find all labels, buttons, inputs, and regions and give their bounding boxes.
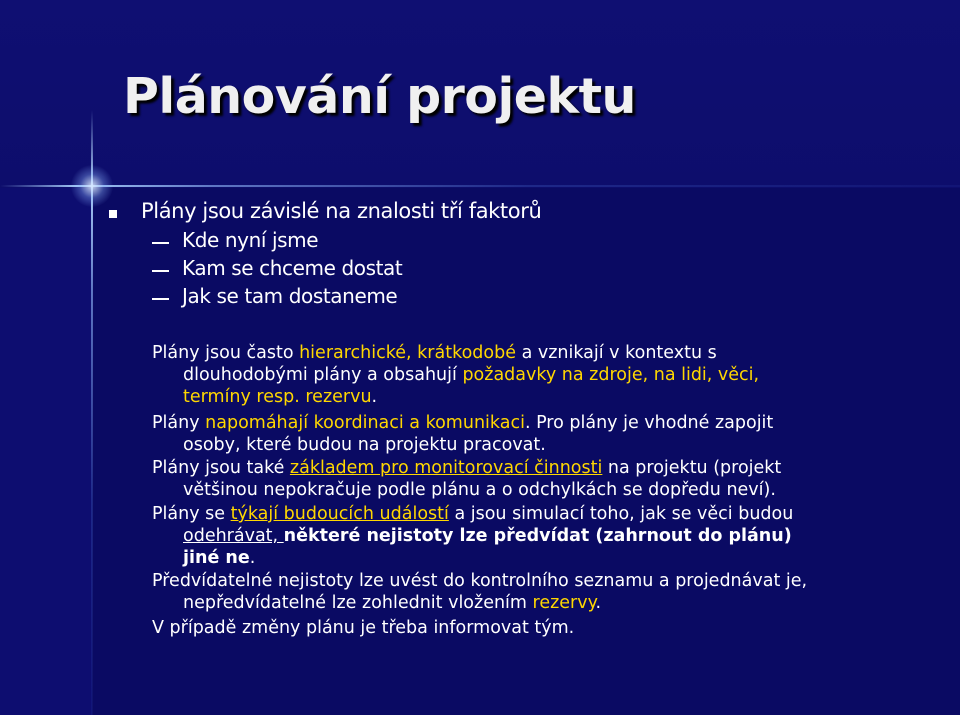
paragraph-hierarchy: Plány jsou často hierarchické, krátkodobé a vznikají v kontextu s dlouhodobými plány a obsahují požadavky na zdroje, na lidi, věci, termíny resp. rezervu. [152,343,760,407]
light-flare-horizontal [0,185,960,187]
dash-icon [152,270,169,272]
paragraph-monitoring: Plány jsou také základem pro monitorovací činnosti na projektu (projekt většinou nepokračuje podle plánu a o odchylkách se dopředu neví). [152,458,782,500]
light-flare-glow [71,165,113,207]
paragraph-team: V případě změny plánu je třeba informovat tým. [152,618,575,638]
sub-item: Kam se chceme dostat [182,256,403,280]
sub-item: Kde nyní jsme [182,228,319,252]
sub-item: Jak se tam dostaneme [182,284,398,308]
dash-icon [152,242,169,244]
square-bullet-icon [109,210,117,218]
paragraph-uncertainty: Plány se týkají budoucích událostí a jsou simulací toho, jak se věci budou odehrávat, některé nejistoty lze předvídat (zahrnout do plánu) jiné ne. [152,504,794,568]
slide-background-left [0,188,92,715]
paragraph-reserve: Předvídatelné nejistoty lze uvést do kontrolního seznamu a projednávat je, nepředvídatelné lze zohlednit vložením rezervy. [152,571,808,613]
dash-icon [152,298,169,300]
slide-title: Plánování projektu [123,68,636,125]
main-bullet-text: Plány jsou závislé na znalosti tří faktorů [141,199,542,223]
paragraph-coordination: Plány napomáhají koordinaci a komunikaci. Pro plány je vhodné zapojit osoby, které budou na projektu pracovat. [152,413,774,455]
